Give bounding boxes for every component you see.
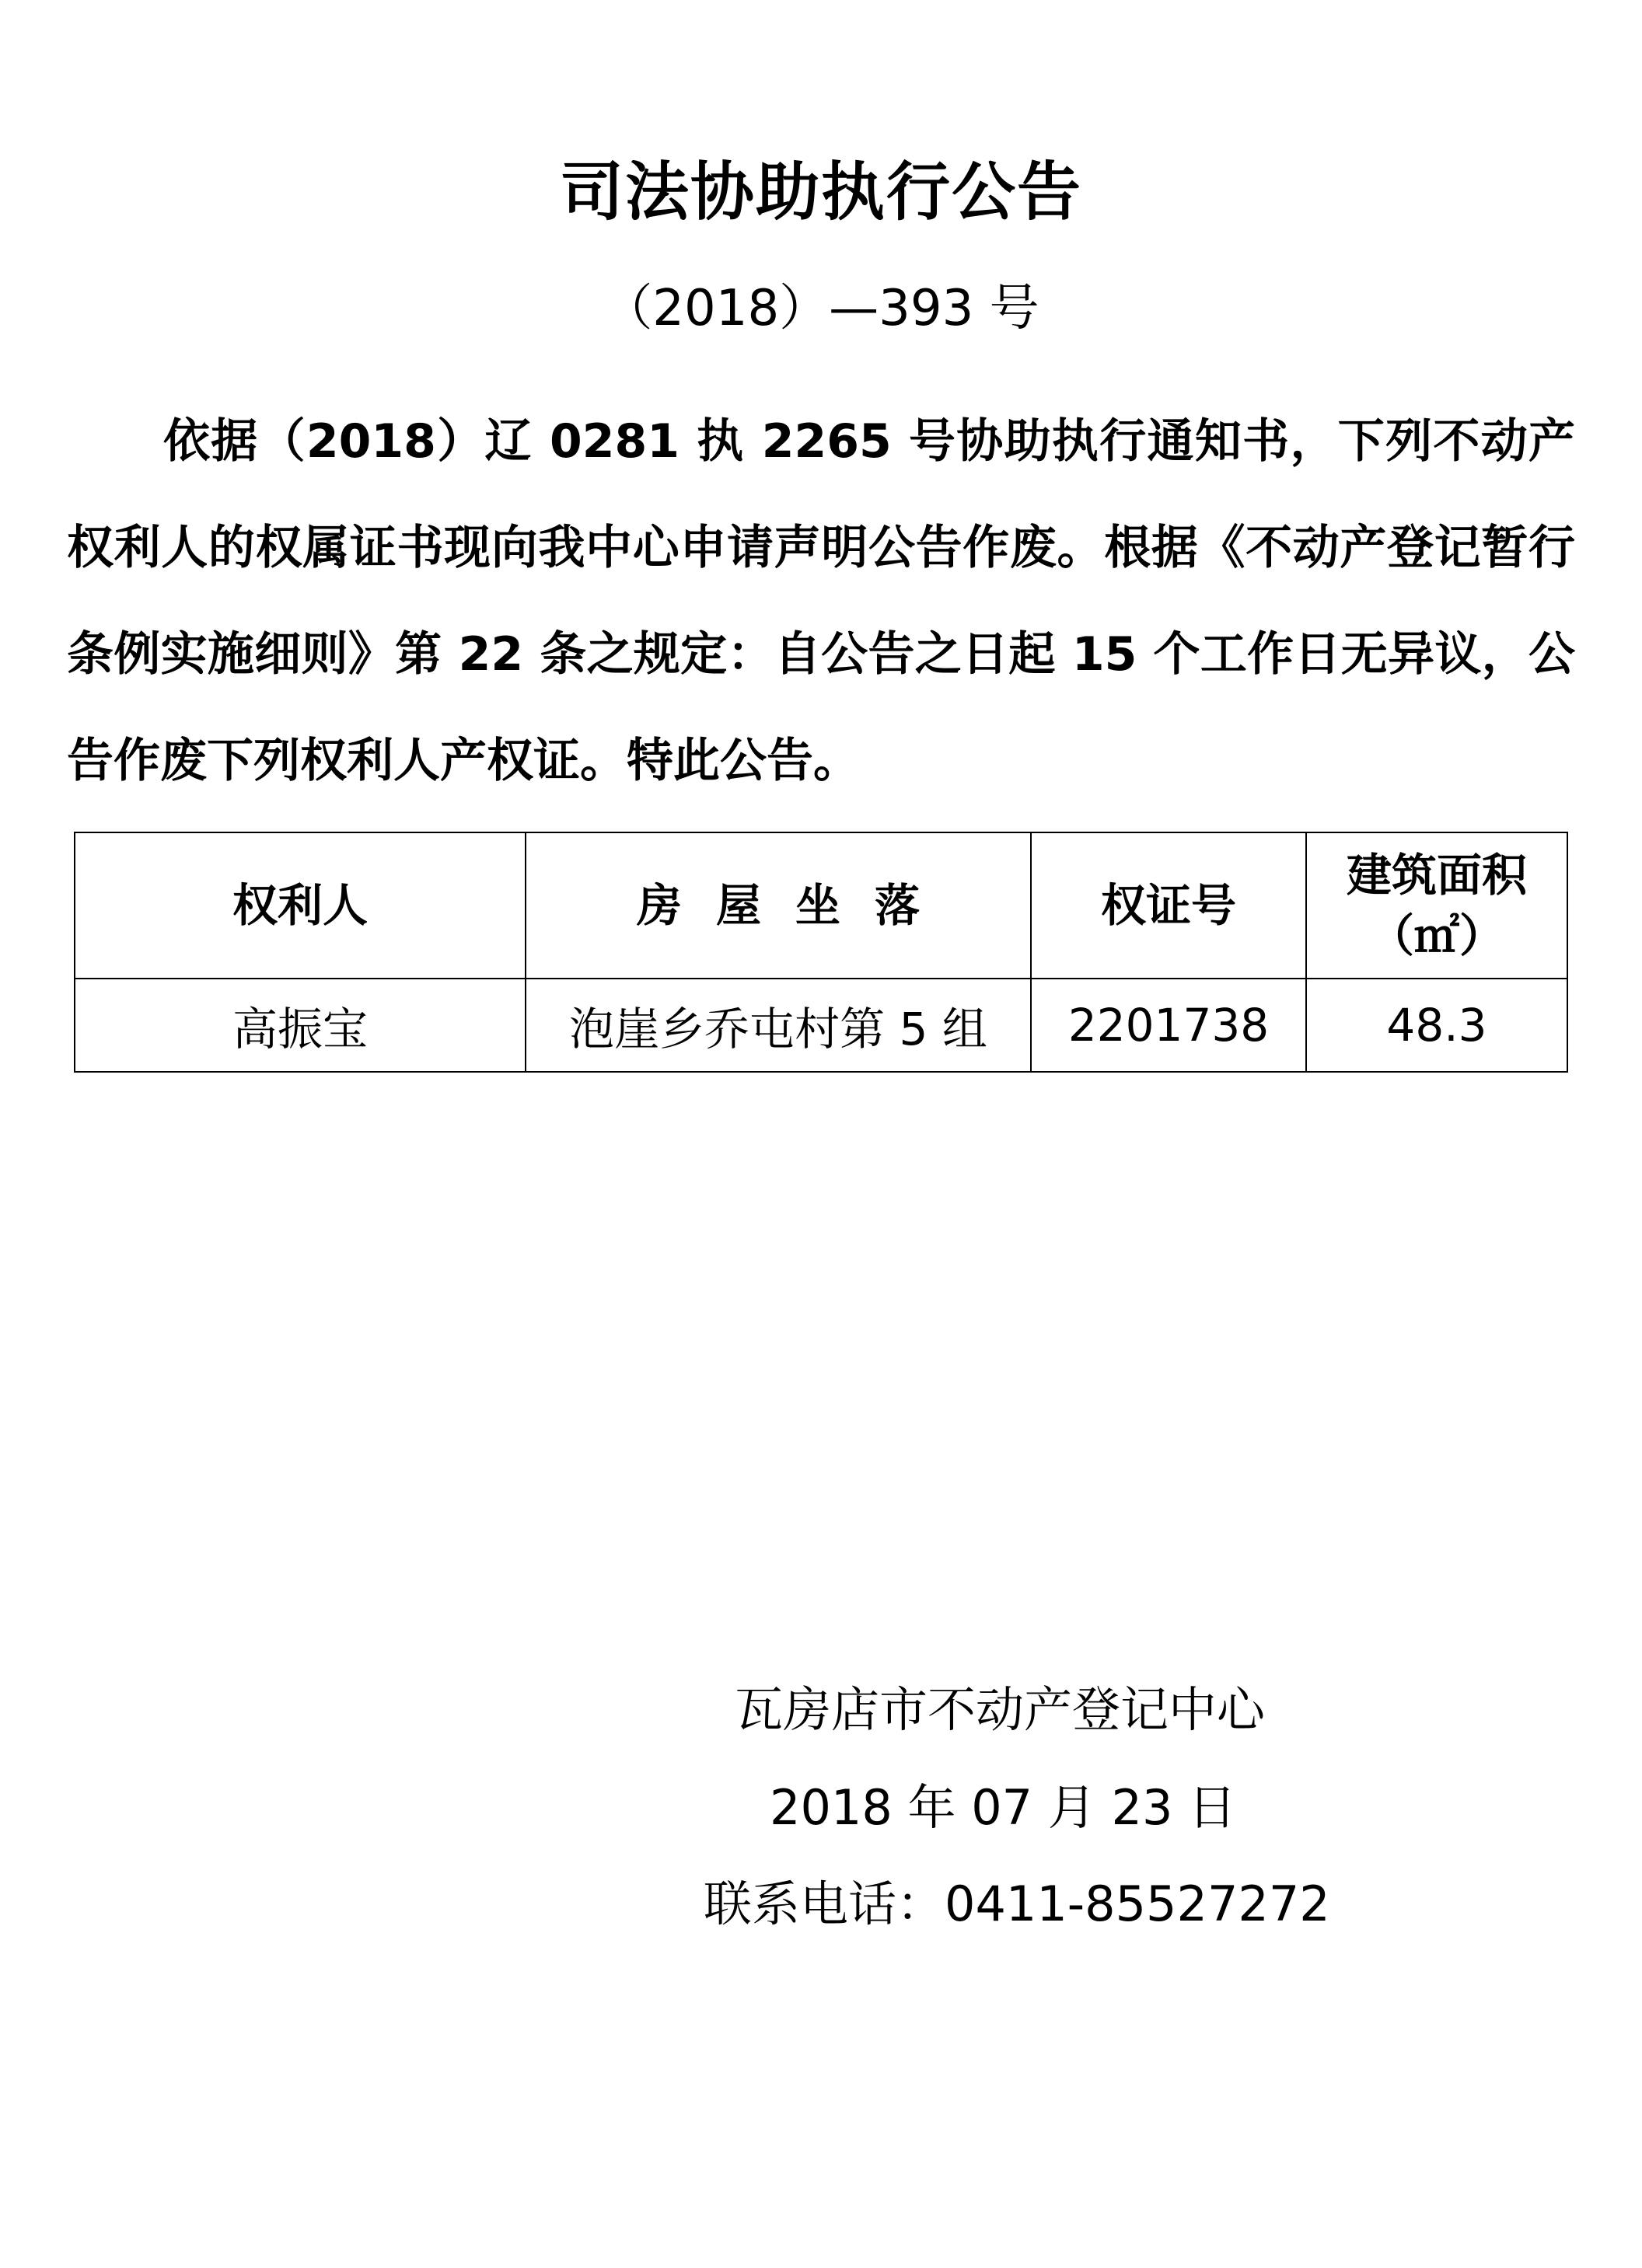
certificate-table [74, 832, 1568, 1073]
header-area-unit: （㎡） [1368, 909, 1504, 962]
cell-location: 泡崖乡乔屯村第 5 组 [526, 979, 1031, 1072]
contact-phone: 联系电话：0411-85527272 [704, 1875, 1330, 1932]
notice-title: 司法协助执行公告 [559, 155, 1082, 229]
cell-area: 48.3 [1306, 979, 1567, 1072]
header-area-label: 建筑面积 [1346, 849, 1527, 902]
header-area [1306, 832, 1567, 979]
notice-body: 依据（2018）辽 0281 执 2265 号协助执行通知书，下列不动产权利人的权属证书现向我中心申请声明公告作废。根据《不动产登记暂行条例实施细则》第 22 条之规定：自公告之日起 15 个工作日无异议，公告作废下列权利人产权证。特此公告。 [67, 414, 1575, 788]
header-owner: 权利人 [75, 832, 526, 979]
issuer-name: 瓦房店市不动产登记中心 [735, 1681, 1266, 1738]
table-row [75, 979, 1567, 1072]
header-cert-no: 权证号 [1031, 832, 1306, 979]
header-location-label: 房屋坐落 [636, 879, 954, 932]
cell-cert-no: 2201738 [1031, 979, 1306, 1072]
document-number: （2018）—393 号 [603, 280, 1039, 337]
header-location [526, 832, 1031, 979]
issue-date: 2018 年 07 月 23 日 [770, 1779, 1237, 1836]
table-header-row [75, 832, 1567, 979]
cell-owner: 高振宝 [75, 979, 526, 1072]
